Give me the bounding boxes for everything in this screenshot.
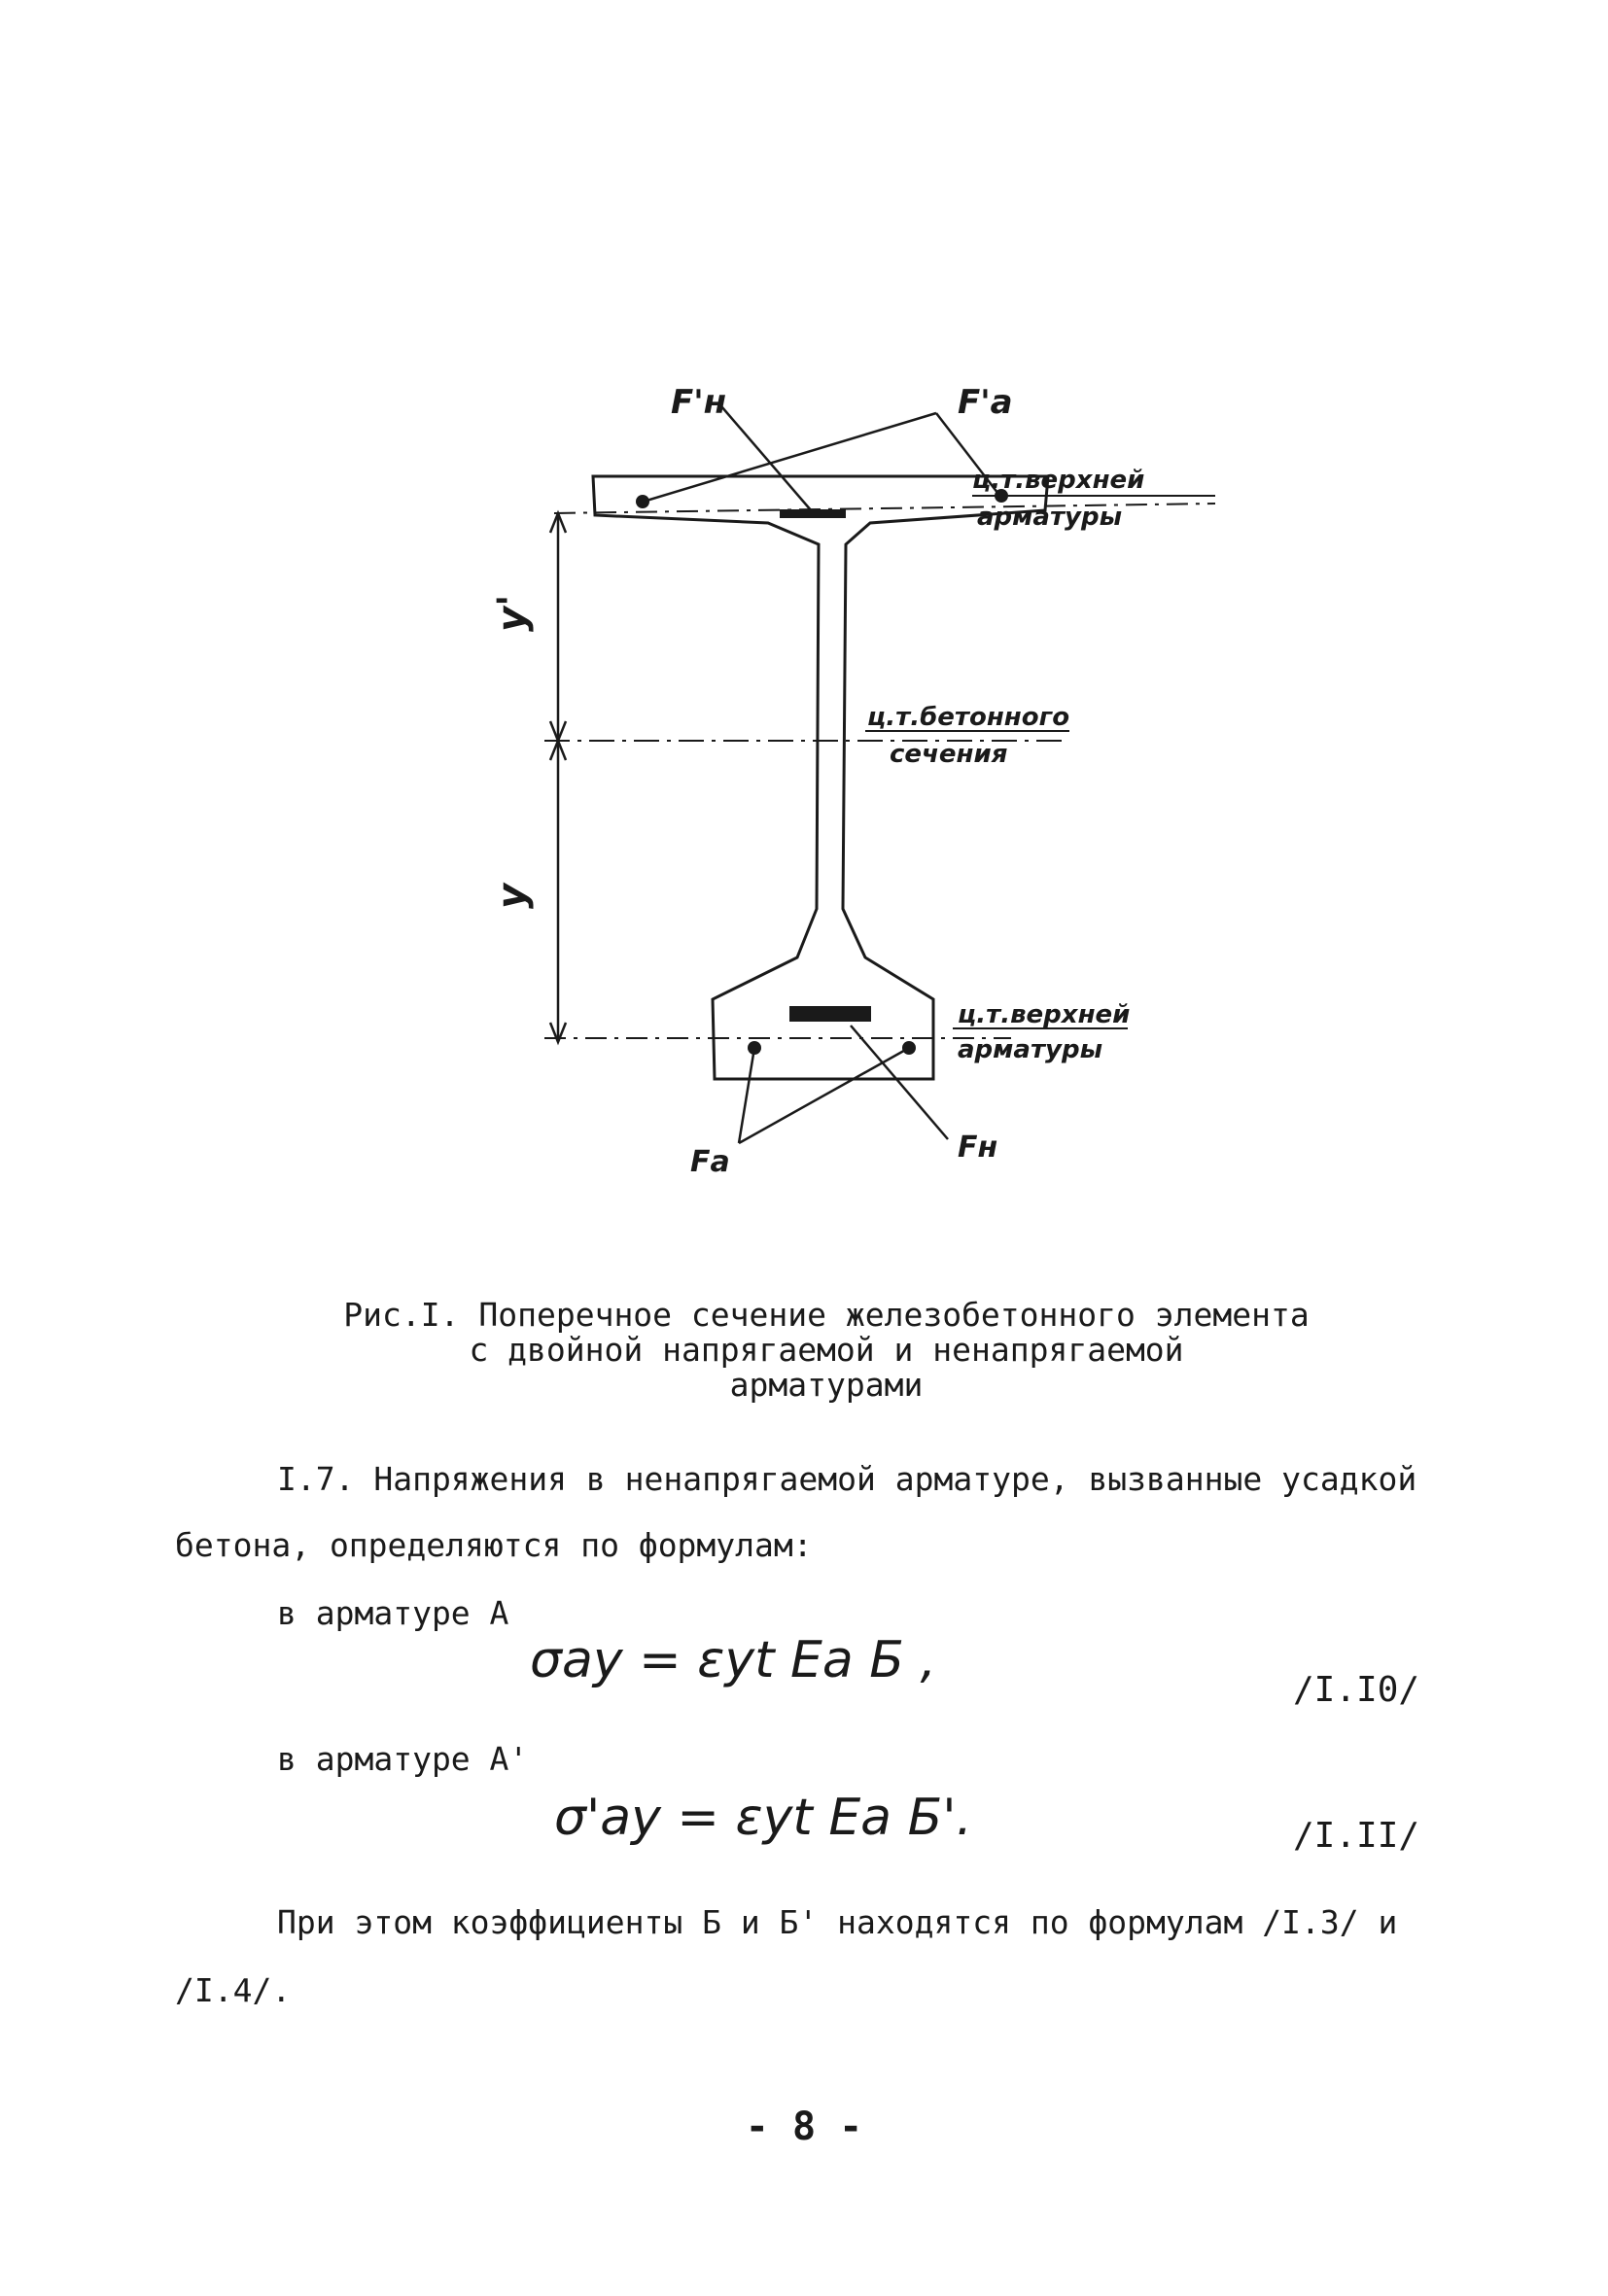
label-bottom-centroid-1: ц.т.верхней	[958, 1000, 1131, 1029]
formula-2: σ'ау = εyt Eа Б'.	[554, 1789, 973, 1847]
leader-line	[739, 1048, 754, 1143]
leader-line	[637, 413, 936, 504]
caption-line-1: Рис.I. Поперечное сечение железобетонного элемента	[343, 1296, 1310, 1334]
label-fa-prime: F'а	[958, 383, 1013, 422]
caption-line-3: арматурами	[729, 1366, 924, 1404]
label-fn: Fн	[958, 1131, 998, 1165]
bar-fn	[789, 1006, 871, 1022]
equation-number-1: /I.I0/	[1293, 1670, 1420, 1710]
bar-fa-bottom-right	[902, 1041, 916, 1055]
paragraph-1-line-2: бетона, определяются по формулам:	[175, 1526, 813, 1564]
equation-number-2: /I.II/	[1293, 1816, 1420, 1856]
label-y-prime: y'	[490, 594, 535, 632]
formula-1: σау = εyt Eа Б ,	[530, 1631, 937, 1689]
label-top-centroid-2: арматуры	[977, 503, 1123, 532]
bar-fa-bottom-left	[748, 1041, 761, 1055]
label-reinforcement-a: в арматуре А	[277, 1594, 509, 1632]
label-fa: Fа	[690, 1145, 730, 1179]
bar-fa-prime-left	[636, 495, 649, 508]
caption-line-2: с двойной напрягаемой и ненапрягаемой	[469, 1331, 1184, 1369]
label-concrete-centroid-2: сечения	[890, 740, 1008, 769]
label-concrete-centroid-1: ц.т.бетонного	[867, 703, 1070, 732]
page-number: - 8 -	[745, 2105, 863, 2149]
i-beam-section-outline	[593, 476, 1048, 1079]
paragraph-1-line-1: I.7. Напряжения в ненапрягаемой арматуре, вызванные усадкой	[277, 1460, 1417, 1498]
label-fn-prime: F'н	[671, 383, 727, 422]
label-bottom-centroid-2: арматуры	[958, 1035, 1103, 1064]
leader-line	[721, 406, 812, 511]
label-reinforcement-a-prime: в арматуре А'	[277, 1740, 529, 1778]
bar-fn-prime	[780, 509, 846, 518]
figure-caption	[292, 1298, 1361, 1403]
label-top-centroid-1: ц.т.верхней	[972, 466, 1145, 495]
paragraph-2-line-2: /I.4/.	[175, 1971, 292, 2009]
label-y: y	[490, 883, 535, 909]
paragraph-2-line-1: При этом коэффициенты Б и Б' находятся по формулам /I.3/ и	[277, 1903, 1398, 1941]
